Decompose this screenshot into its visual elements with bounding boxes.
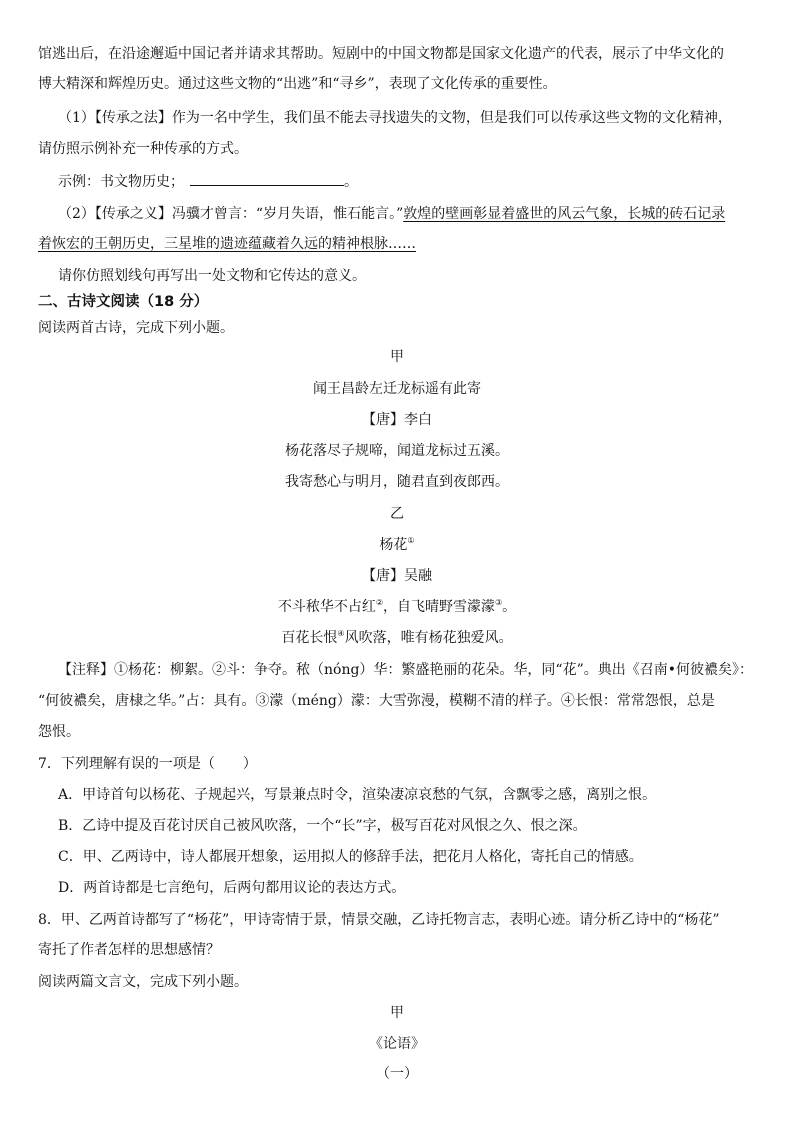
question-inherit-method: （1）【传承之法】作为一名中学生，我们虽不能去寻找遗失的文物，但是我们可以传承这些文物的文化精神，: [58, 110, 732, 126]
poem-b-title-text: 杨花: [379, 537, 408, 553]
passage-line: 馆逃出后，在沿途邂逅中国记者并请求其帮助。短剧中的中国文物都是国家文化遗产的代表，展示了中华文化的: [38, 46, 724, 62]
passage-line: 博大精深和辉煌历史。通过这些文物的“出逃”和“寻乡”，表现了文化传承的重要性。: [38, 76, 557, 92]
q7-option-a[interactable]: A．甲诗首句以杨花、子规起兴，写景兼点时令，渲染凄凉哀愁的气氛，含飘零之感，离别之恨。: [58, 787, 657, 803]
classical-label: 甲: [390, 1005, 404, 1021]
underlined-sentence: 敦煌的壁画彰显着盛世的风云气象，长城的砖石记录: [403, 206, 726, 222]
quote-plain: （2）【传承之义】冯骥才曾言：“岁月失语，惟石能言。”: [58, 206, 404, 222]
q7-option-c[interactable]: C．甲、乙两诗中，诗人都展开想象，运用拟人的修辞手法，把花月人格化，寄托自己的情感。: [58, 849, 643, 865]
poem-b-line: [0, 628, 794, 648]
poem-a-line: 我寄愁心与明月，随君直到夜郎西。: [285, 474, 509, 490]
question-8-stem-cont: 寄托了作者怎样的思想感情？: [38, 942, 220, 958]
note-marker: ①: [407, 536, 415, 545]
question-8-stem: 8．甲、乙两首诗都写了“杨花”，甲诗寄情于景，情景交融，乙诗托物言志，表明心迹。请分析乙诗中的“杨花”: [38, 912, 720, 928]
example-end: 。: [344, 174, 358, 190]
poem-a-author: 【唐】李白: [362, 412, 432, 428]
question-7-stem: 7．下列理解有误的一项是（ ）: [38, 756, 257, 772]
example-label: 示例：书文物历史；: [58, 174, 184, 190]
classical-section: （一）: [376, 1066, 418, 1082]
poem-b-line: [0, 597, 794, 617]
poem-a-label: 甲: [390, 349, 404, 365]
section-intro: 阅读两首古诗，完成下列小题。: [38, 320, 234, 336]
note-marker: ④: [337, 629, 345, 638]
q7-option-b[interactable]: B．乙诗中提及百花讨厌自己被风吹落，一个“长”字，极写百花对风恨之久、恨之深。: [58, 818, 587, 834]
poem-b-text: ，自飞晴野雪濛濛: [383, 599, 495, 615]
underlined-sentence: 着恢宏的王朝历史，三星堆的遗迹蕴藏着久远的精神根脉……: [38, 236, 416, 252]
classical-title: 《论语》: [369, 1036, 425, 1052]
question-inherit-meaning: [58, 204, 725, 224]
q7-option-d[interactable]: D．两首诗都是七言绝句，后两句都用议论的表达方式。: [58, 880, 406, 896]
poem-b-text: 。: [502, 599, 517, 615]
classical-intro: 阅读两篇文言文，完成下列小题。: [38, 974, 248, 990]
poem-b-title: [0, 535, 794, 555]
annotation-line: 【注释】①杨花：柳絮。②斗：争夺。秾（nóng）华：繁盛艳丽的花朵。华，同“花”。典出《召南•何彼襛矣》：: [58, 662, 753, 678]
underlined-sentence-cont: [38, 234, 416, 254]
note-marker: ②: [375, 598, 383, 607]
note-marker: ③: [495, 598, 503, 607]
annotation-line: “何彼襛矣，唐棣之华。”占：具有。③濛（méng）濛：大雪弥漫，模糊不清的样子。④长恨：常常怨恨，总是: [38, 693, 715, 709]
poem-a-line: 杨花落尽子规啼，闻道龙标过五溪。: [285, 443, 509, 459]
poem-b-text: 百花长恨: [281, 630, 338, 646]
question-inherit-method-cont: 请仿照示例补充一种传承的方式。: [38, 141, 248, 157]
annotation-line: 怨恨。: [38, 724, 80, 740]
section-heading: 二、古诗文阅读（18 分）: [38, 294, 209, 310]
poem-b-label: 乙: [390, 506, 404, 522]
poem-b-text: 风吹落，唯有杨花独爱风。: [344, 630, 513, 646]
question-prompt: 请你仿照划线句再写出一处文物和它传达的意义。: [58, 268, 366, 284]
example-line: [58, 171, 358, 192]
poem-b-text: 不斗秾华不占红: [277, 599, 376, 615]
poem-b-author: 【唐】吴融: [362, 568, 432, 584]
answer-blank[interactable]: [190, 171, 344, 186]
poem-a-title: 闻王昌龄左迁龙标遥有此寄: [313, 381, 481, 397]
